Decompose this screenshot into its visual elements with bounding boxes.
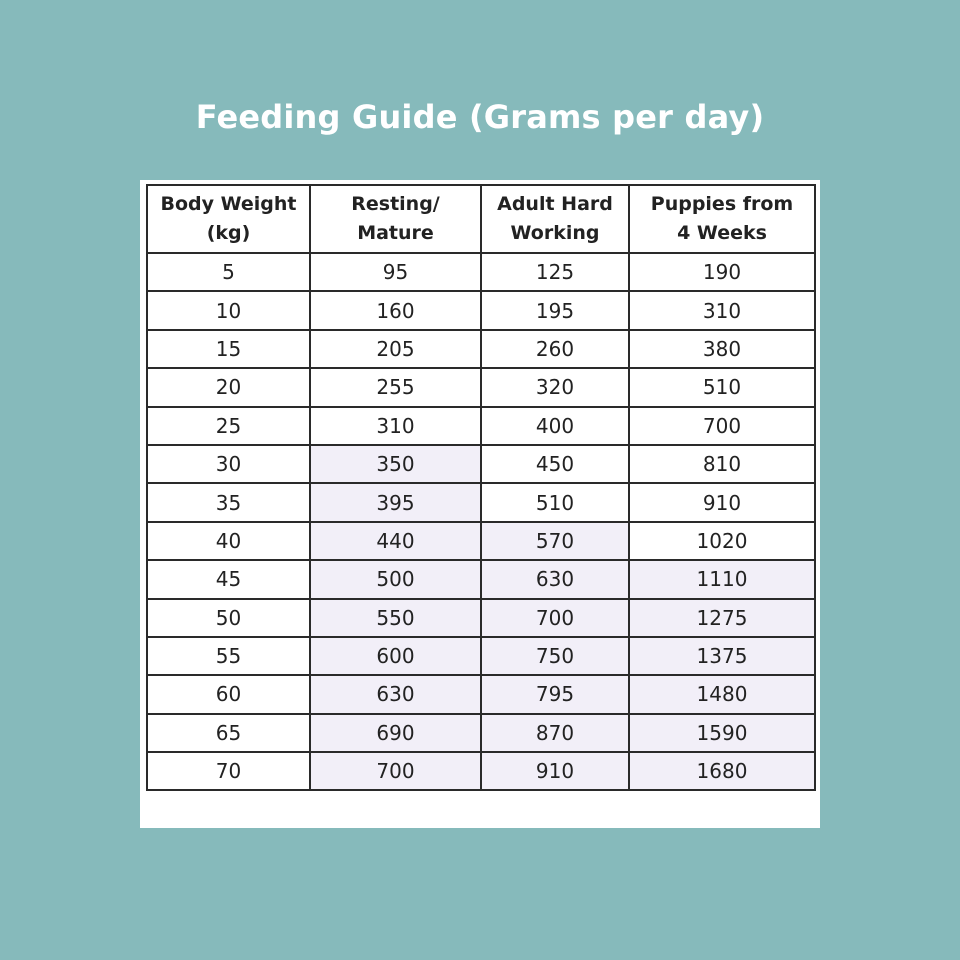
adult-hard-working-cell: 570	[481, 522, 629, 560]
body-weight-cell: 25	[147, 407, 310, 445]
puppies-cell: 1375	[629, 637, 815, 675]
body-weight-cell: 15	[147, 330, 310, 368]
feeding-table	[146, 184, 816, 791]
puppies-cell: 1590	[629, 714, 815, 752]
header-resting-mature: Resting/ Mature	[310, 185, 481, 253]
body-weight-cell: 10	[147, 291, 310, 329]
header-puppies: Puppies from 4 Weeks	[629, 185, 815, 253]
resting-mature-cell: 350	[310, 445, 481, 483]
body-weight-cell: 40	[147, 522, 310, 560]
puppies-cell: 510	[629, 368, 815, 406]
body-weight-cell: 55	[147, 637, 310, 675]
puppies-cell: 1020	[629, 522, 815, 560]
resting-mature-cell: 440	[310, 522, 481, 560]
puppies-cell: 700	[629, 407, 815, 445]
puppies-cell: 190	[629, 253, 815, 291]
resting-mature-cell: 395	[310, 483, 481, 521]
table-header-row	[147, 185, 815, 253]
puppies-cell: 1480	[629, 675, 815, 713]
adult-hard-working-cell: 320	[481, 368, 629, 406]
header-adult-hard-working: Adult Hard Working	[481, 185, 629, 253]
puppies-cell: 810	[629, 445, 815, 483]
puppies-cell: 310	[629, 291, 815, 329]
body-weight-cell: 45	[147, 560, 310, 598]
body-weight-cell: 70	[147, 752, 310, 790]
table-row	[147, 368, 815, 406]
table-row	[147, 637, 815, 675]
adult-hard-working-cell: 910	[481, 752, 629, 790]
resting-mature-cell: 500	[310, 560, 481, 598]
resting-mature-cell: 690	[310, 714, 481, 752]
resting-mature-cell: 700	[310, 752, 481, 790]
page-title: Feeding Guide (Grams per day)	[195, 98, 765, 136]
adult-hard-working-cell: 260	[481, 330, 629, 368]
table-row	[147, 560, 815, 598]
body-weight-cell: 20	[147, 368, 310, 406]
puppies-cell: 910	[629, 483, 815, 521]
resting-mature-cell: 630	[310, 675, 481, 713]
table-row	[147, 291, 815, 329]
table-row	[147, 483, 815, 521]
adult-hard-working-cell: 795	[481, 675, 629, 713]
adult-hard-working-cell: 400	[481, 407, 629, 445]
adult-hard-working-cell: 450	[481, 445, 629, 483]
adult-hard-working-cell: 125	[481, 253, 629, 291]
body-weight-cell: 30	[147, 445, 310, 483]
body-weight-cell: 60	[147, 675, 310, 713]
table-row	[147, 253, 815, 291]
resting-mature-cell: 550	[310, 599, 481, 637]
table-row	[147, 522, 815, 560]
resting-mature-cell: 600	[310, 637, 481, 675]
resting-mature-cell: 95	[310, 253, 481, 291]
table-row	[147, 330, 815, 368]
adult-hard-working-cell: 630	[481, 560, 629, 598]
puppies-cell: 1680	[629, 752, 815, 790]
body-weight-cell: 65	[147, 714, 310, 752]
adult-hard-working-cell: 195	[481, 291, 629, 329]
table-row	[147, 599, 815, 637]
puppies-cell: 1110	[629, 560, 815, 598]
table-row	[147, 675, 815, 713]
resting-mature-cell: 160	[310, 291, 481, 329]
table-row	[147, 714, 815, 752]
adult-hard-working-cell: 700	[481, 599, 629, 637]
table-row	[147, 752, 815, 790]
body-weight-cell: 5	[147, 253, 310, 291]
adult-hard-working-cell: 750	[481, 637, 629, 675]
puppies-cell: 380	[629, 330, 815, 368]
puppies-cell: 1275	[629, 599, 815, 637]
adult-hard-working-cell: 510	[481, 483, 629, 521]
body-weight-cell: 50	[147, 599, 310, 637]
table-row	[147, 445, 815, 483]
body-weight-cell: 35	[147, 483, 310, 521]
feeding-table-container	[140, 180, 820, 828]
table-row	[147, 407, 815, 445]
resting-mature-cell: 255	[310, 368, 481, 406]
table-body	[147, 253, 815, 790]
header-body-weight: Body Weight (kg)	[147, 185, 310, 253]
resting-mature-cell: 205	[310, 330, 481, 368]
resting-mature-cell: 310	[310, 407, 481, 445]
adult-hard-working-cell: 870	[481, 714, 629, 752]
